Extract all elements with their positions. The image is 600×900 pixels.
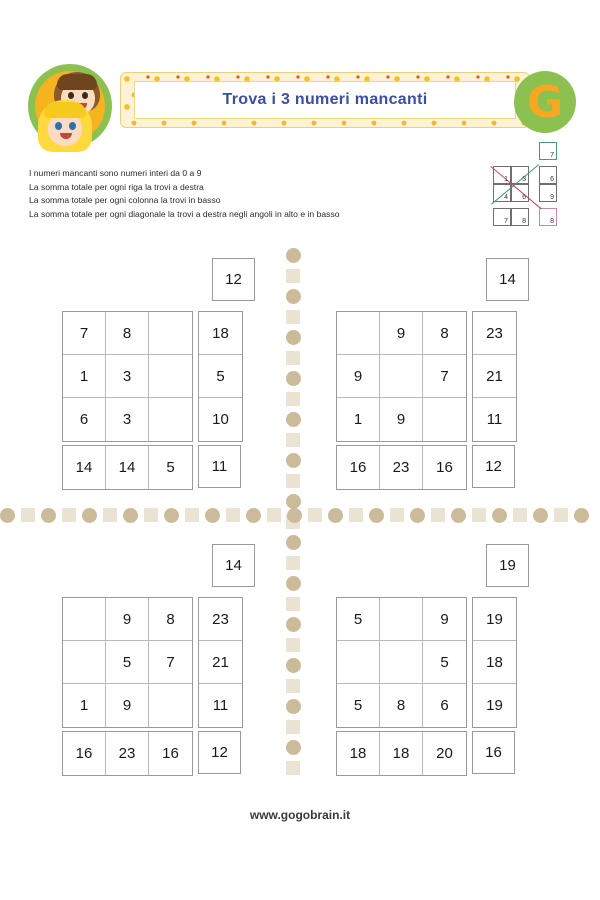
diagonal-sum-top: 14	[212, 544, 255, 587]
col-sums-row	[62, 731, 193, 776]
footer-url: www.gogobrain.it	[249, 808, 351, 822]
grid-cell-empty[interactable]	[149, 355, 192, 398]
girl-eye-left	[55, 122, 62, 130]
divider-circle	[164, 508, 179, 523]
divider-square	[286, 556, 300, 570]
example-diagonal-bottom: 8	[539, 208, 557, 226]
puzzle-grid-area	[62, 311, 243, 442]
grid-cell: 5	[337, 684, 380, 727]
row-sum-cell: 18	[473, 641, 516, 684]
col-sums-row	[62, 445, 193, 490]
divider-square	[431, 508, 445, 522]
col-sum-cell: 20	[436, 745, 453, 762]
diagonal-sum-bottom: 11	[198, 445, 241, 488]
divider-circle	[286, 289, 301, 304]
divider-circle	[574, 508, 589, 523]
grid-cell-empty[interactable]	[63, 641, 106, 684]
horizontal-divider	[0, 503, 600, 527]
row-sum-cell: 11	[212, 697, 229, 714]
gogobrain-logo-icon	[514, 71, 576, 133]
example-cell: 6	[511, 184, 529, 202]
logo-letter: G	[526, 76, 564, 128]
divider-square	[62, 508, 76, 522]
divider-square	[286, 310, 300, 324]
divider-square	[286, 351, 300, 365]
grid-cell: 7	[149, 641, 192, 684]
instruction-line: La somma totale per ogni diagonale la trovi a destra negli angoli in alto e in basso	[29, 208, 340, 219]
number-grid	[62, 597, 193, 728]
grid-cell-empty[interactable]	[63, 598, 106, 641]
grid-cell: 9	[380, 312, 423, 355]
col-sum-cell: 16	[436, 459, 453, 476]
example-cell: 4	[493, 184, 511, 202]
grid-cell: 6	[63, 398, 106, 441]
grid-cell: 9	[106, 684, 149, 727]
divider-circle	[0, 508, 15, 523]
col-sum-cell: 23	[106, 732, 149, 775]
girl-fringe	[44, 102, 86, 118]
divider-circle	[286, 330, 301, 345]
col-sum-cell: 5	[166, 459, 175, 476]
grid-cell: 8	[149, 598, 192, 641]
instructions-block	[29, 167, 469, 221]
girl-eye-right	[69, 122, 76, 130]
col-sum-cell: 14	[106, 446, 149, 489]
col-sum-cell: 23	[380, 446, 423, 489]
grid-cell: 8	[423, 312, 466, 355]
example-diagonal-top: 7	[539, 142, 557, 160]
boy-fringe	[57, 74, 97, 90]
row-sum-cell: 11	[486, 411, 503, 428]
puzzle-grid-area	[62, 597, 243, 728]
col-sum-cell: 18	[337, 732, 380, 775]
divider-circle	[246, 508, 261, 523]
divider-square	[286, 474, 300, 488]
divider-square	[286, 597, 300, 611]
grid-cell-empty[interactable]	[380, 641, 423, 684]
grid-cell: 5	[423, 641, 466, 684]
divider-square	[349, 508, 363, 522]
row-sum-cell: 10	[212, 411, 229, 428]
divider-circle	[533, 508, 548, 523]
grid-cell-empty[interactable]	[380, 598, 423, 641]
divider-square	[390, 508, 404, 522]
divider-square	[103, 508, 117, 522]
boy-eye-right	[82, 92, 88, 99]
row-sums-column	[472, 311, 517, 442]
grid-cell-empty[interactable]	[337, 312, 380, 355]
divider-circle	[123, 508, 138, 523]
grid-cell: 7	[63, 312, 106, 355]
number-grid	[62, 311, 193, 442]
grid-cell-empty[interactable]	[423, 398, 466, 441]
divider-circle	[369, 508, 384, 523]
grid-cell: 1	[63, 355, 106, 398]
row-sum-cell: 23	[199, 598, 242, 641]
divider-circle	[286, 617, 301, 632]
example-col-sum: 8	[511, 208, 529, 226]
divider-square	[554, 508, 568, 522]
grid-cell-empty[interactable]	[337, 641, 380, 684]
grid-cell-empty[interactable]	[149, 312, 192, 355]
divider-square	[144, 508, 158, 522]
kids-illustration-icon	[24, 62, 116, 154]
puzzle-bottom-area	[62, 445, 241, 490]
divider-circle	[286, 740, 301, 755]
grid-cell: 6	[440, 697, 449, 714]
grid-cell: 8	[380, 684, 423, 727]
divider-circle	[286, 248, 301, 263]
col-sums-row	[336, 731, 467, 776]
grid-cell: 9	[380, 398, 423, 441]
divider-circle	[410, 508, 425, 523]
divider-circle	[492, 508, 507, 523]
row-sum-cell: 5	[199, 355, 242, 398]
divider-circle	[328, 508, 343, 523]
grid-cell: 9	[106, 598, 149, 641]
header-banner	[24, 62, 576, 138]
diagonal-sum-bottom: 16	[472, 731, 515, 774]
divider-circle	[286, 576, 301, 591]
divider-square	[226, 508, 240, 522]
grid-cell-empty[interactable]	[149, 684, 192, 727]
instruction-line: La somma totale per ogni colonna la trovi in basso	[29, 195, 221, 206]
divider-circle	[41, 508, 56, 523]
grid-cell: 1	[337, 398, 380, 441]
grid-cell: 5	[106, 641, 149, 684]
diagonal-sum-top: 14	[486, 258, 529, 301]
example-diagram	[487, 142, 577, 224]
divider-circle	[451, 508, 466, 523]
page-title: Trova i 3 numeri mancanti	[222, 91, 428, 108]
puzzle-grid-area	[336, 597, 517, 728]
divider-square	[286, 433, 300, 447]
divider-square	[286, 761, 300, 775]
puzzle-bottom-area	[62, 731, 241, 776]
divider-circle	[286, 658, 301, 673]
row-sum-cell: 23	[473, 312, 516, 355]
diagonal-sum-bottom: 12	[472, 445, 515, 488]
row-sum-cell: 21	[199, 641, 242, 684]
col-sum-cell: 16	[63, 732, 106, 775]
example-cell: 3	[511, 166, 529, 184]
row-sums-column	[198, 597, 243, 728]
row-sums-column	[472, 597, 517, 728]
puzzle-grid-area	[336, 311, 517, 442]
example-row-sum: 9	[539, 184, 557, 202]
grid-cell: 1	[63, 684, 106, 727]
instruction-line: I numeri mancanti sono numeri interi da 0 a 9	[29, 168, 202, 178]
grid-cell: 8	[106, 312, 149, 355]
boy-eye-left	[68, 92, 74, 99]
divider-square	[286, 638, 300, 652]
number-grid	[336, 311, 467, 442]
row-sum-cell: 21	[473, 355, 516, 398]
grid-cell: 3	[106, 398, 149, 441]
divider-square	[267, 508, 281, 522]
diagonal-sum-bottom: 12	[198, 731, 241, 774]
divider-circle	[205, 508, 220, 523]
grid-cell: 3	[106, 355, 149, 398]
grid-cell: 9	[337, 355, 380, 398]
divider-circle	[286, 412, 301, 427]
grid-cell: 7	[423, 355, 466, 398]
divider-square	[286, 269, 300, 283]
instruction-line: La somma totale per ogni riga la trovi a destra	[29, 181, 204, 192]
grid-cell: 9	[423, 598, 466, 641]
example-row-sum: 6	[539, 166, 557, 184]
divider-square	[286, 679, 300, 693]
col-sum-cell: 16	[337, 446, 380, 489]
divider-square	[185, 508, 199, 522]
divider-square	[513, 508, 527, 522]
puzzle-bottom-area	[336, 731, 515, 776]
diagonal-sum-top: 19	[486, 544, 529, 587]
col-sum-cell: 18	[380, 732, 423, 775]
number-grid	[336, 597, 467, 728]
divider-square	[286, 720, 300, 734]
divider-square	[286, 392, 300, 406]
divider-circle	[287, 508, 302, 523]
col-sum-cell: 14	[63, 446, 106, 489]
grid-cell: 5	[337, 598, 380, 641]
divider-circle	[82, 508, 97, 523]
row-sum-cell: 19	[486, 697, 503, 714]
row-sum-cell: 18	[199, 312, 242, 355]
divider-circle	[286, 699, 301, 714]
divider-circle	[286, 453, 301, 468]
grid-cell-empty[interactable]	[149, 398, 192, 441]
row-sums-column	[198, 311, 243, 442]
divider-circle	[286, 371, 301, 386]
divider-square	[308, 508, 322, 522]
grid-cell-empty[interactable]	[380, 355, 423, 398]
divider-square	[472, 508, 486, 522]
col-sum-cell: 16	[162, 745, 179, 762]
puzzle-bottom-area	[336, 445, 515, 490]
divider-circle	[286, 535, 301, 550]
example-col-sum: 7	[493, 208, 511, 226]
divider-square	[21, 508, 35, 522]
diagonal-sum-top: 12	[212, 258, 255, 301]
col-sums-row	[336, 445, 467, 490]
row-sum-cell: 19	[473, 598, 516, 641]
